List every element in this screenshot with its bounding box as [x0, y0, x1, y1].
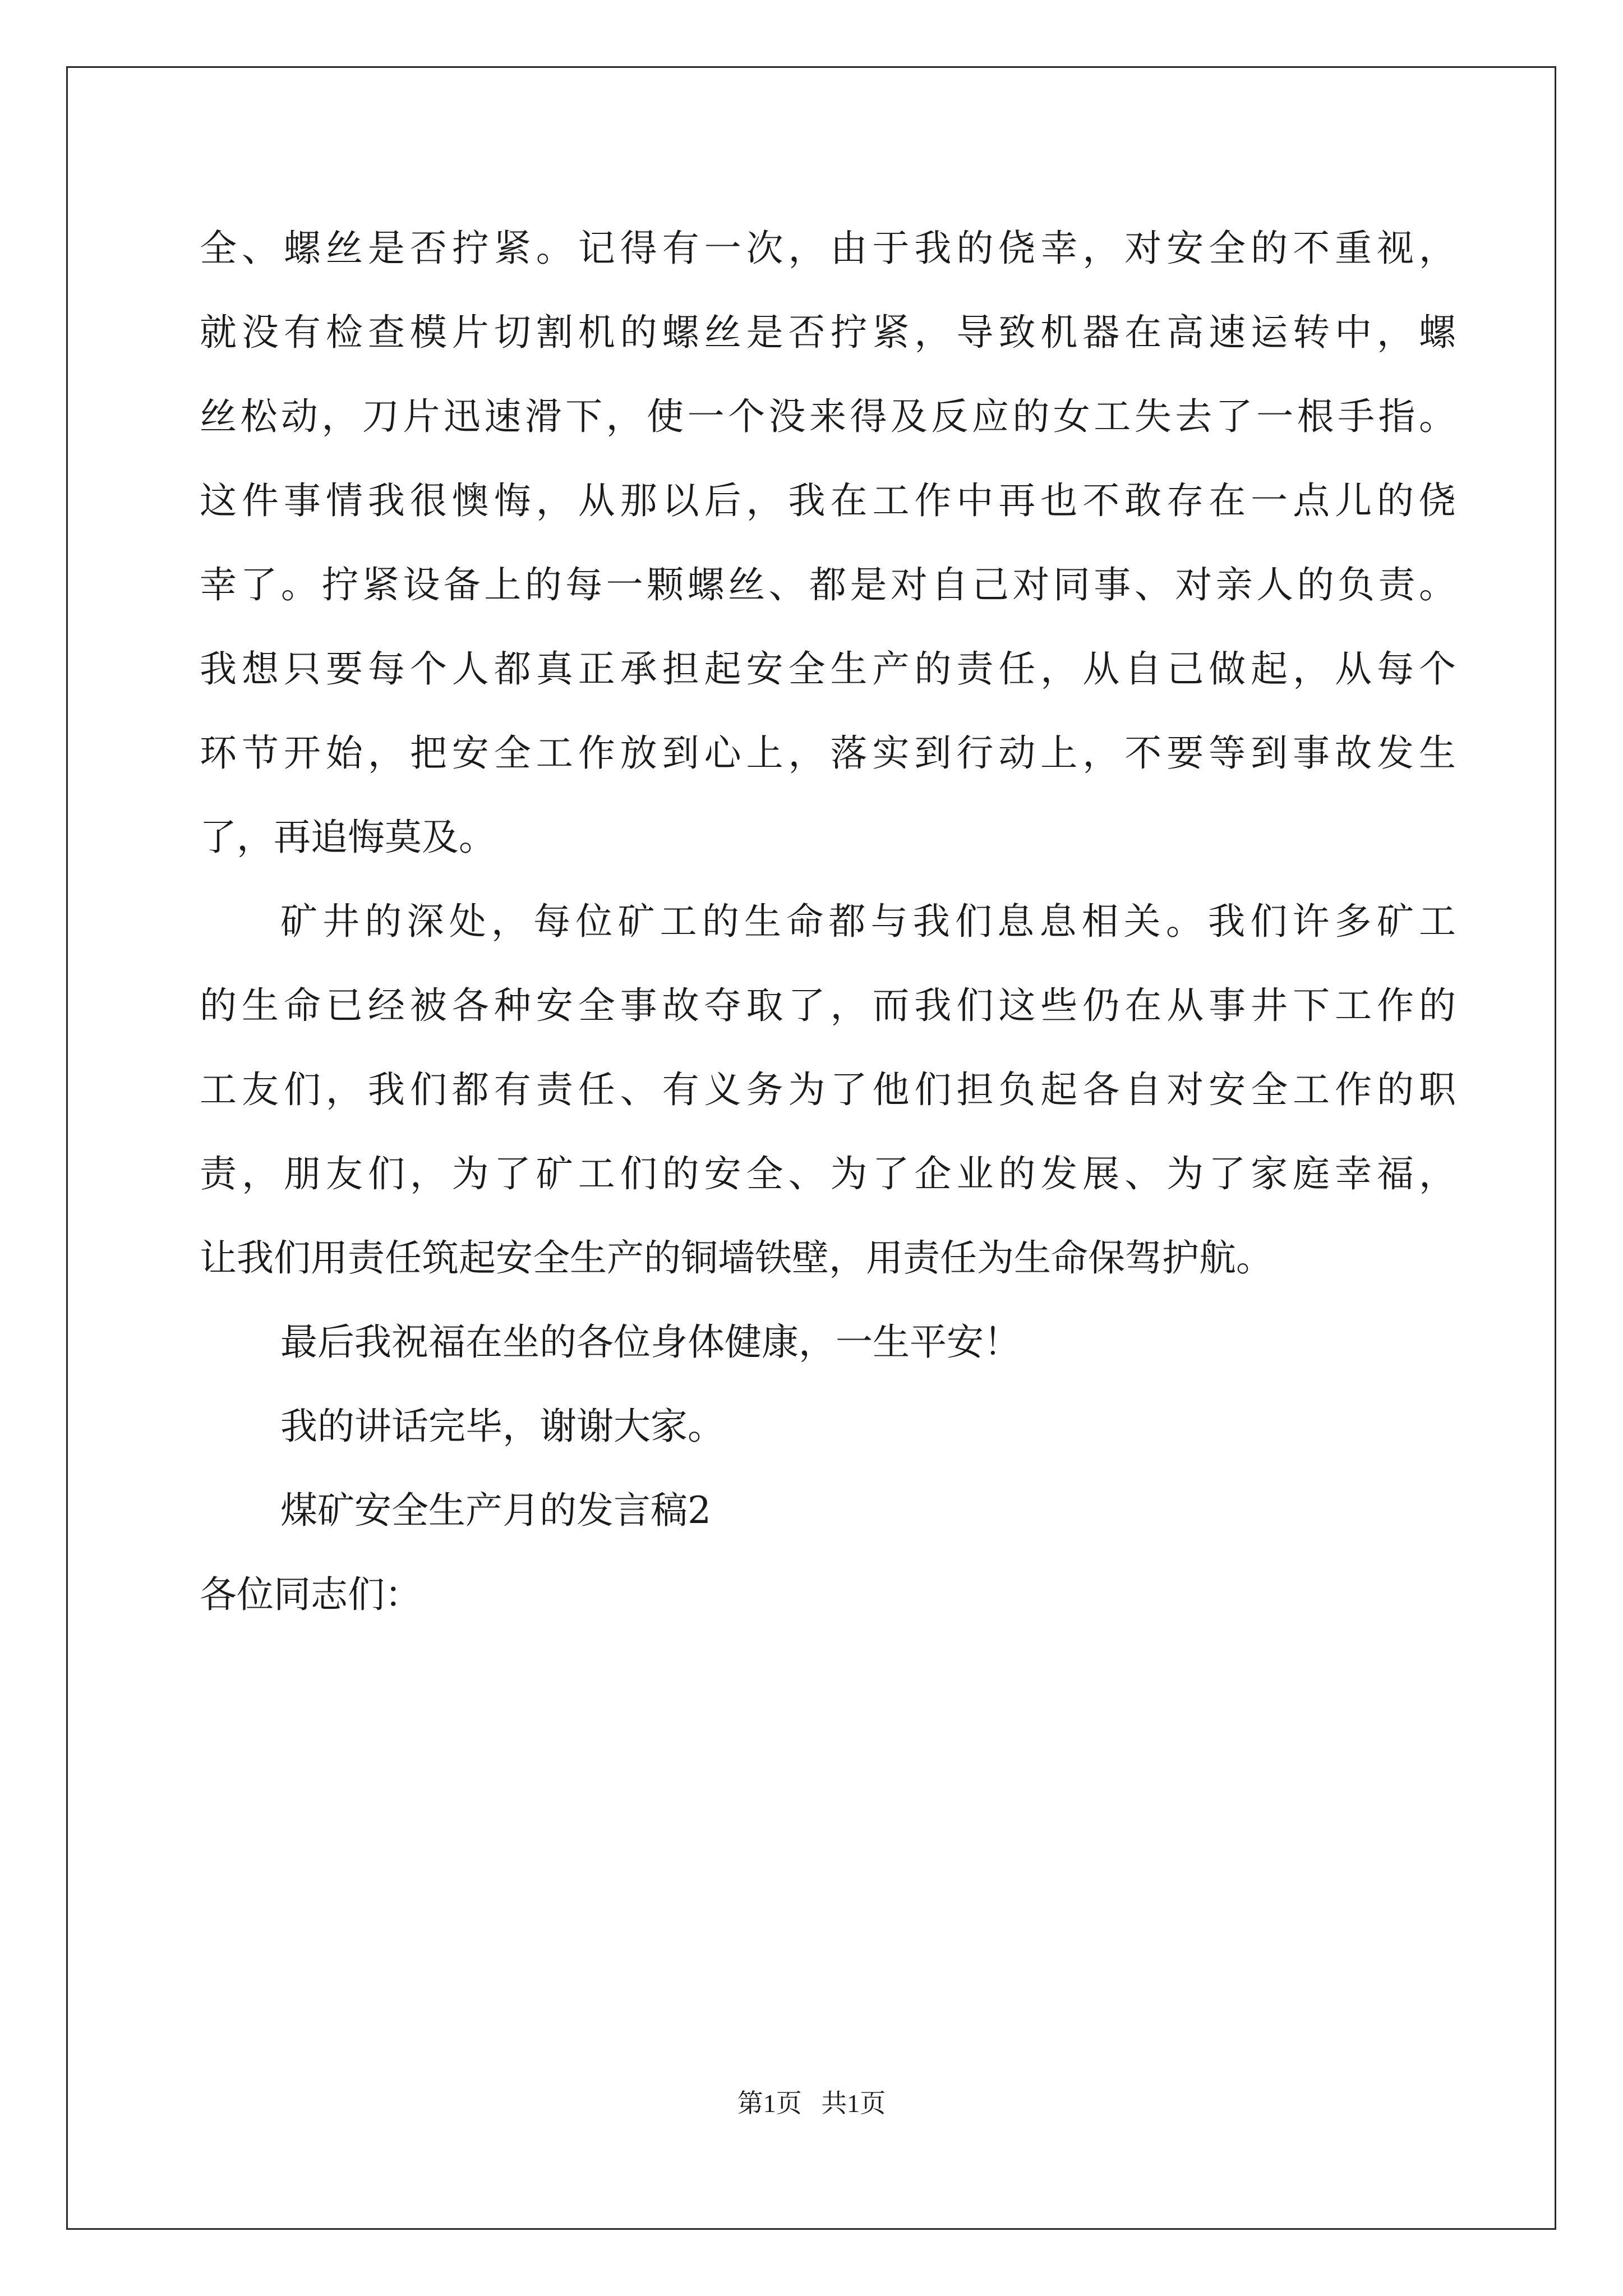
text-line: 我的讲话完毕，谢谢大家。 [280, 1405, 725, 1448]
section-heading [200, 1469, 1456, 1553]
text-line: 工友们，我们都有责任、有义务为了他们担负起各自对安全工作的职 [200, 1068, 1456, 1111]
text-line: 环节开始，把安全工作放到心上，落实到行动上，不要等到事故发生 [200, 731, 1456, 775]
text-line: 让我们用责任筑起安全生产的铜墙铁壁，用责任为生命保驾护航。 [200, 1236, 1273, 1280]
text-line: 责，朋友们，为了矿工们的安全、为了企业的发展、为了家庭幸福， [200, 1152, 1456, 1195]
paragraph-3 [200, 1300, 1456, 1384]
text-line: 幸了。拧紧设备上的每一颗螺丝、都是对自己对同事、对亲人的负责。 [200, 563, 1456, 606]
text-line: 煤矿安全生产月的发言稿2 [280, 1489, 711, 1532]
salutation [200, 1553, 1456, 1637]
text-line: 我想只要每个人都真正承担起安全生产的责任，从自己做起，从每个 [200, 647, 1456, 691]
page-number: 第1页 [737, 2089, 802, 2118]
text-line: 了，再追悔莫及。 [200, 816, 496, 859]
paragraph-2 [200, 880, 1456, 1300]
page-total: 共1页 [821, 2089, 886, 2118]
text-line: 的生命已经被各种安全事故夺取了，而我们这些仍在从事井下工作的 [200, 984, 1456, 1027]
text-line: 丝松动，刀片迅速滑下，使一个没来得及反应的女工失去了一根手指。 [200, 395, 1456, 438]
text-line: 各位同志们： [200, 1573, 422, 1616]
text-line: 就没有检查模片切割机的螺丝是否拧紧，导致机器在高速运转中，螺 [200, 311, 1456, 354]
text-line: 最后我祝福在坐的各位身体健康，一生平安！ [280, 1320, 1021, 1364]
paragraph-4 [200, 1384, 1456, 1469]
page-footer [0, 2087, 1623, 2120]
paragraph-1 [200, 206, 1456, 880]
document-body [200, 206, 1456, 1637]
text-line: 这件事情我很懊悔，从那以后，我在工作中再也不敢存在一点儿的侥 [200, 479, 1456, 522]
text-line: 全、螺丝是否拧紧。记得有一次，由于我的侥幸，对安全的不重视， [200, 227, 1456, 270]
text-line: 矿井的深处，每位矿工的生命都与我们息息相关。我们许多矿工 [280, 900, 1456, 943]
